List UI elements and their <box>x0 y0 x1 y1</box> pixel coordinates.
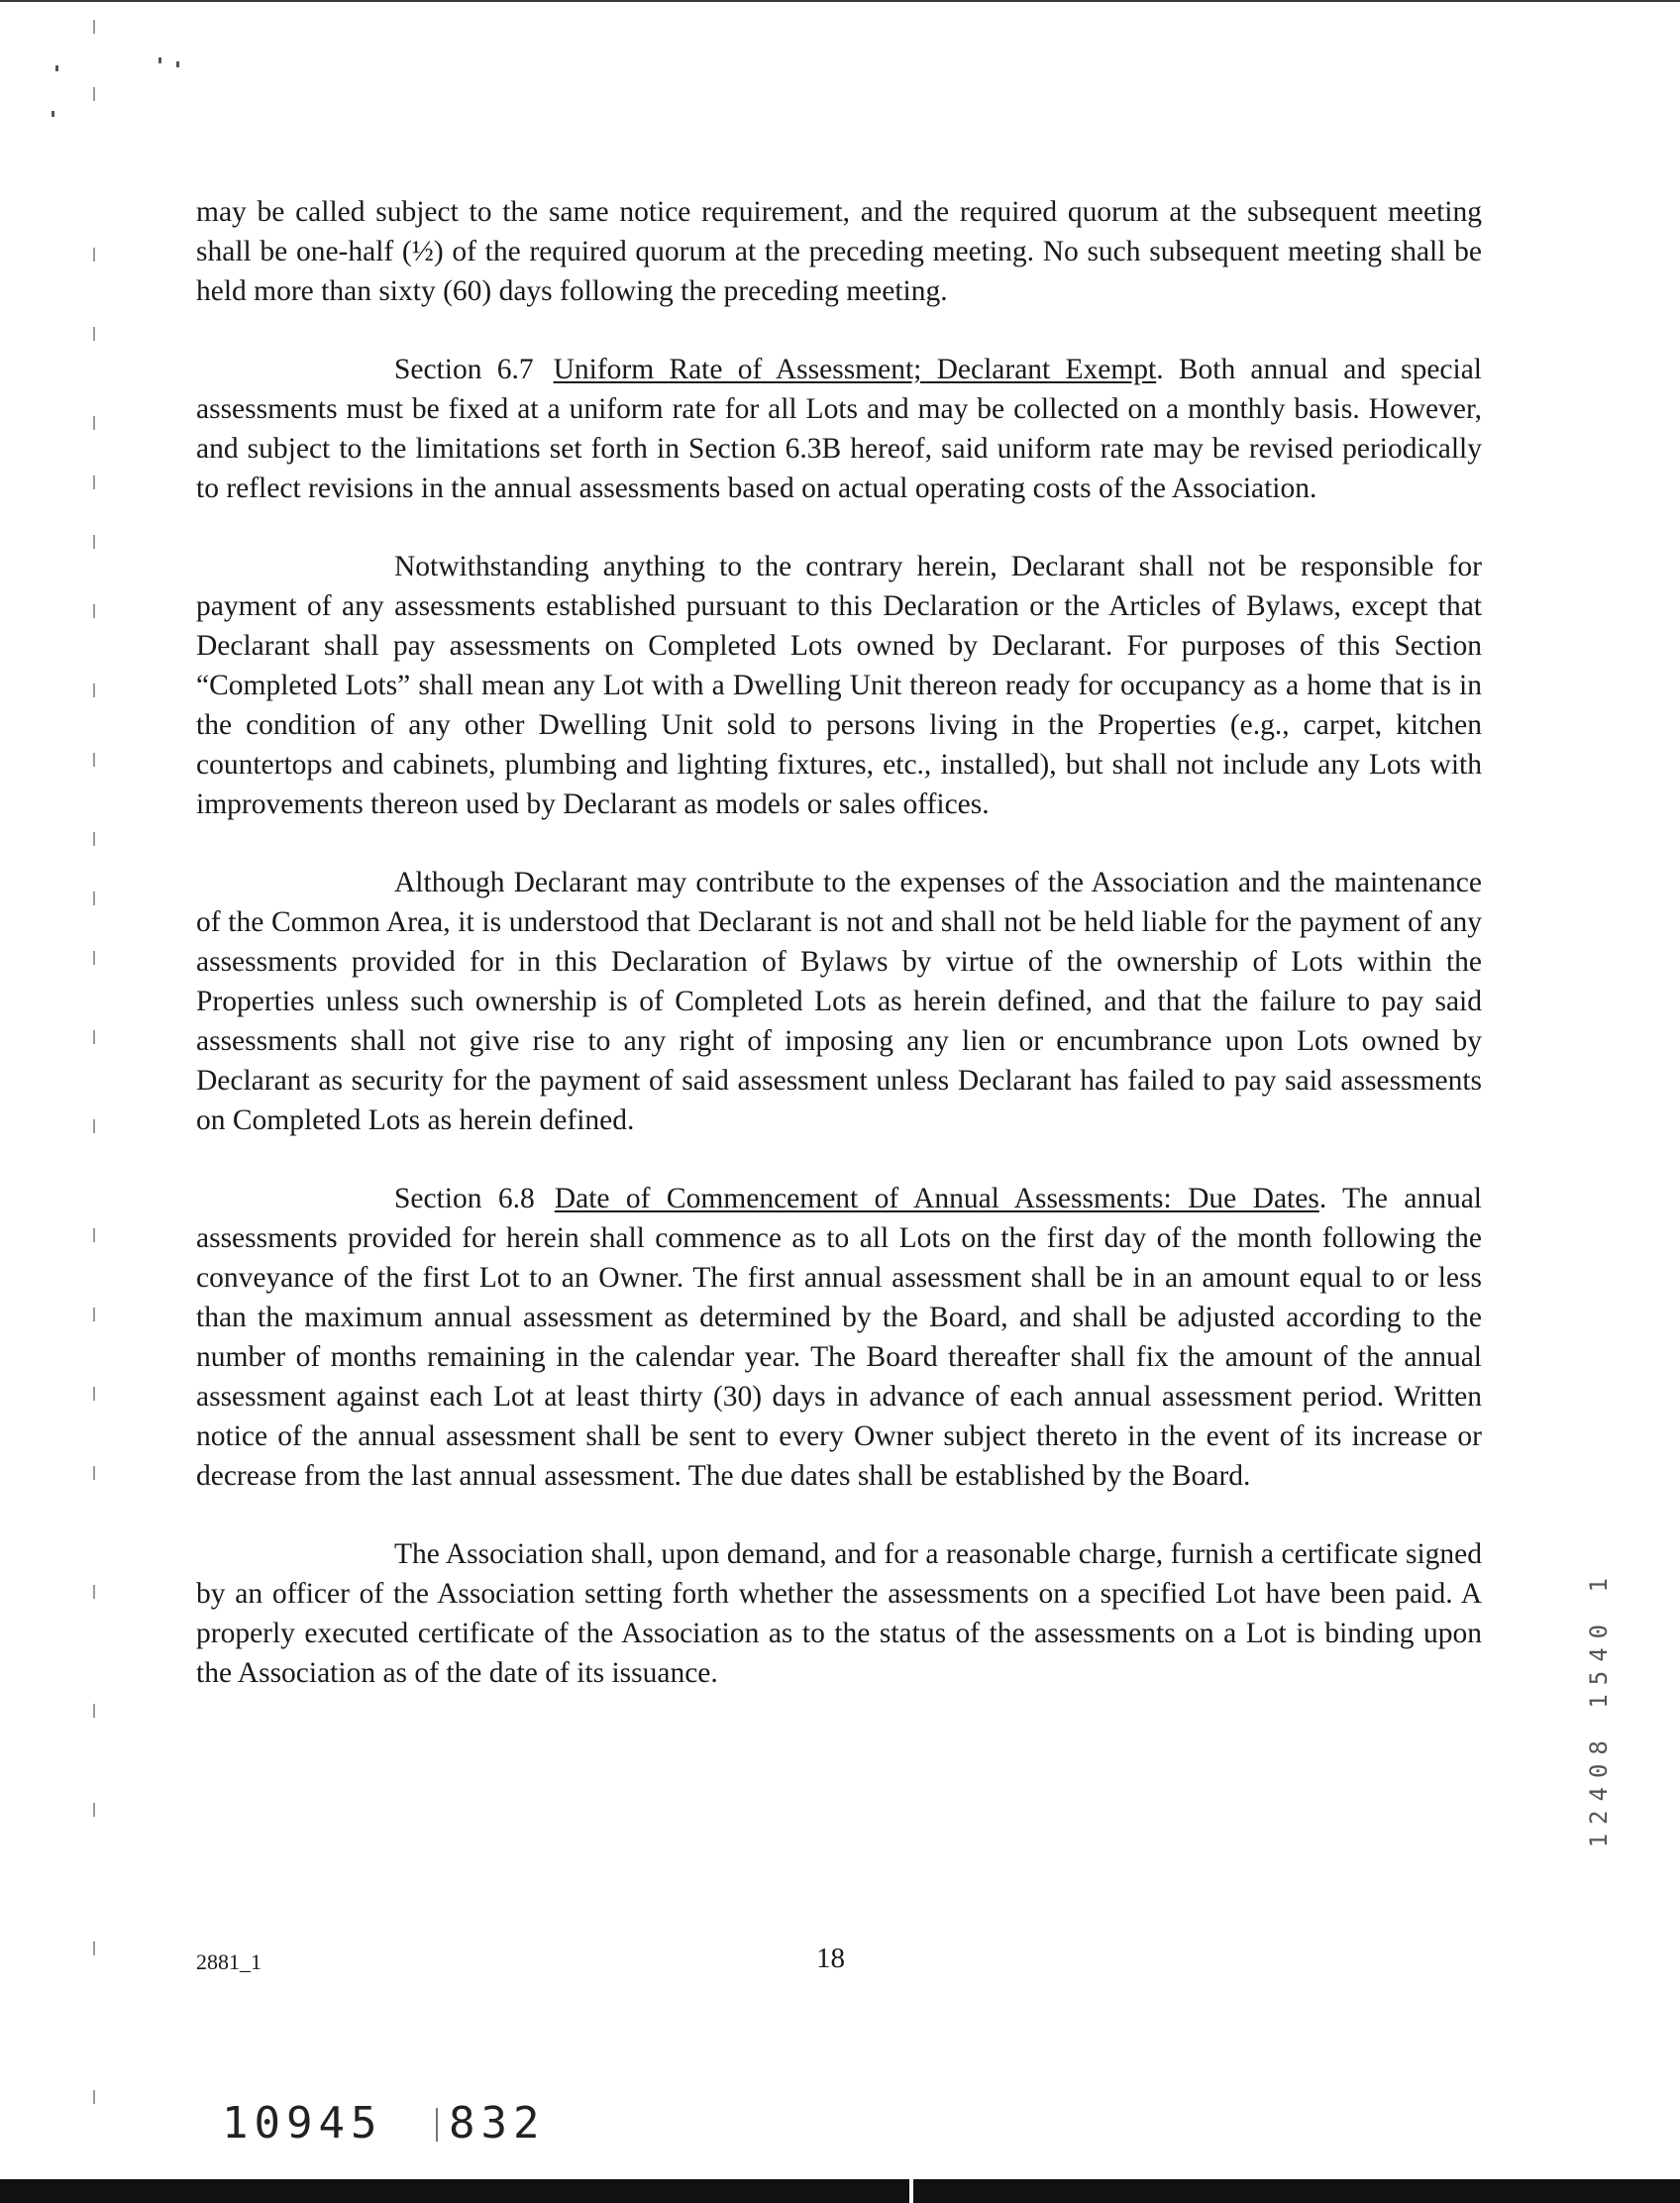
page-number: 18 <box>816 1942 845 1974</box>
scan-speck <box>52 111 54 117</box>
stamp-divider <box>436 2108 438 2142</box>
section-6-7-number: Section 6.7 <box>394 354 534 385</box>
page-number-stamp: 832 <box>449 2098 546 2149</box>
declarant-contribution-paragraph: Although Declarant may contribute to the expenses of the Association and the maintenance of the Common Area, it is understood that Declarant is not and shall not be held liable for the payment of any assessments provided for in this Declaration of Bylaws by virtue of the ownership of Lots within the Properties unless such ownership is of Completed Lots as herein defined, and that the failure to pay said assessments shall not give rise to any right of imposing any lien or encumbrance upon Lots owned by Declarant as security for the payment of said assessment unless Declarant has failed to pay said assessments on Completed Lots as herein defined. <box>196 867 1482 1136</box>
section-6-8-title: Date of Commencement of Annual Assessments: Due Dates <box>554 1183 1319 1214</box>
scan-bottom-edge <box>0 2179 1680 2203</box>
document-body <box>196 192 1482 1731</box>
document-id: 2881_1 <box>196 1949 262 1974</box>
certificate-paragraph: The Association shall, upon demand, and for a reasonable charge, furnish a certificate signed by an officer of the Association setting forth whether the assessments on a specified Lot have been paid. A properly executed certificate of the Association as to the status of the assessments on a Lot is binding upon the Association as of the date of its issuance. <box>196 1538 1482 1689</box>
section-6-8-number: Section 6.8 <box>394 1183 535 1214</box>
section-6-7-body: . Both annual and special assessments must be fixed at a uniform rate for all Lots and may be collected on a monthly basis. However, and subject to the limitations set forth in Section 6.3B hereof, said uniform rate may be revised periodically to reflect revisions in the annual assessments based on actual operating costs of the Association. <box>196 354 1482 504</box>
scan-speck <box>158 57 161 63</box>
scan-speck <box>55 65 58 71</box>
section-6-8-body: . The annual assessments provided for herein shall commence as to all Lots on the first day of the month following the conveyance of the first Lot to an Owner. The first annual assessment shall be in an amount equal to or less than the maximum annual assessment as determined by the Board, and shall be adjusted according to the number of months remaining in the calendar year. The Board thereafter shall fix the amount of the annual assessment against each Lot at least thirty (30) days in advance of each annual assessment period. Written notice of the annual assessment shall be sent to every Owner subject thereto in the event of its increase or decrease from the last annual assessment. The due dates shall be established by the Board. <box>196 1183 1482 1492</box>
side-recording-stamp: 12408 1540 1 <box>1585 1569 1613 1848</box>
scan-speck <box>176 61 179 67</box>
book-number-stamp: 10945 <box>222 2098 383 2149</box>
section-6-8-paragraph <box>196 1179 1482 1496</box>
declarant-responsibility-paragraph: Notwithstanding anything to the contrary herein, Declarant shall not be responsible for payment of any assessments established pursuant to this Declaration or the Articles of Bylaws, except that Declarant shall pay assessments on Completed Lots owned by Declarant. For purposes of this Section “Completed Lots” shall mean any Lot with a Dwelling Unit thereon ready for occupancy as a home that is in the condition of any other Dwelling Unit sold to persons living in the Properties (e.g., carpet, kitchen countertops and cabinets, plumbing and lighting fixtures, etc., installed), but shall not include any Lots with improvements thereon used by Declarant as models or sales offices. <box>196 551 1482 820</box>
scan-bottom-tick <box>909 2179 913 2203</box>
paragraph-continuation: may be called subject to the same notice requirement, and the required quorum at the subsequent meeting shall be one-half (½) of the required quorum at the preceding meeting. No such subsequent meeting shall be held more than sixty (60) days following the preceding meeting. <box>196 196 1482 307</box>
scan-top-edge <box>0 0 1680 2</box>
left-margin-marks <box>87 0 97 2179</box>
section-6-7-title: Uniform Rate of Assessment; Declarant Exempt <box>553 354 1157 385</box>
section-6-7-paragraph <box>196 350 1482 508</box>
